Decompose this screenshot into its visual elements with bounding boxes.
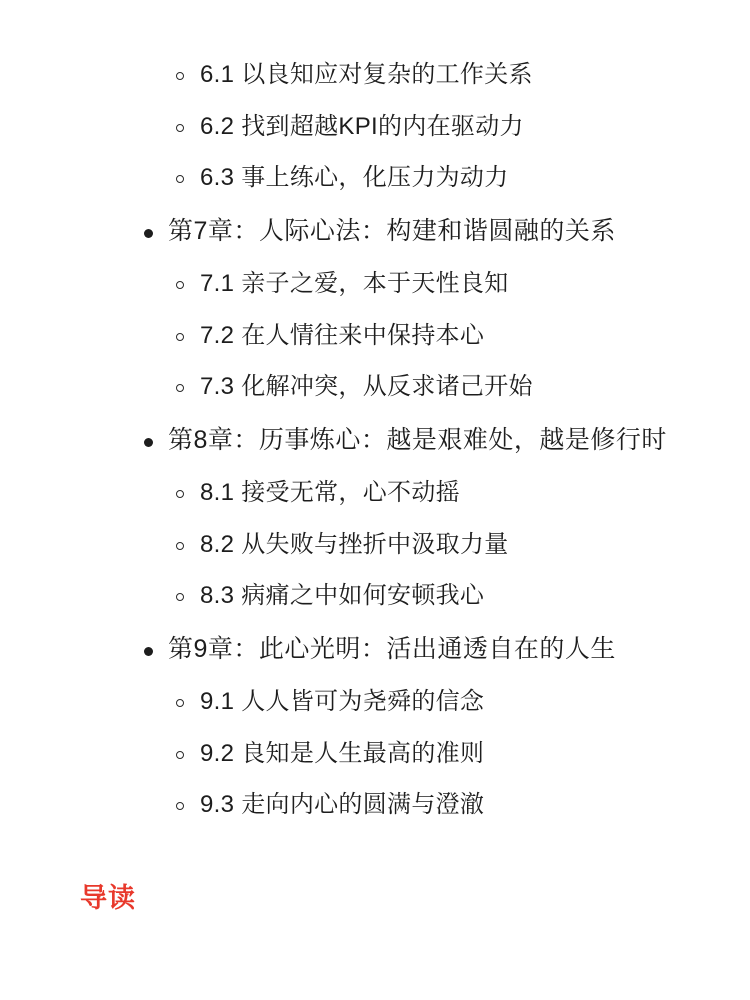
section-label: 7.3 化解冲突，从反求诸己开始 [200, 373, 533, 401]
list-item[interactable] [40, 110, 710, 144]
chapter-item[interactable] [40, 213, 710, 249]
section-list [40, 685, 710, 822]
disc-bullet-icon [144, 647, 153, 656]
toc-group [40, 422, 710, 613]
circle-bullet-icon [176, 124, 184, 132]
circle-bullet-icon [176, 593, 184, 601]
disc-bullet-icon [144, 438, 153, 447]
list-item[interactable] [40, 267, 710, 301]
chapter-item[interactable] [40, 422, 710, 458]
section-label: 7.2 在人情往来中保持本心 [200, 321, 485, 349]
chapter-item[interactable] [40, 631, 710, 667]
section-list [40, 476, 710, 613]
section-label: 7.1 亲子之爱，本于天性良知 [200, 270, 509, 298]
section-label: 6.2 找到超越KPI的内在驱动力 [200, 112, 524, 140]
circle-bullet-icon [176, 490, 184, 498]
section-label: 8.1 接受无常，心不动摇 [200, 479, 460, 507]
section-label: 8.2 从失败与挫折中汲取力量 [200, 530, 509, 558]
circle-bullet-icon [176, 802, 184, 810]
section-list [40, 58, 710, 195]
list-item[interactable] [40, 685, 710, 719]
list-item[interactable] [40, 788, 710, 822]
section-heading: 导读 [80, 882, 136, 913]
section-label: 8.3 病痛之中如何安顿我心 [200, 582, 485, 610]
circle-bullet-icon [176, 72, 184, 80]
table-of-contents [40, 58, 710, 822]
circle-bullet-icon [176, 751, 184, 759]
circle-bullet-icon [176, 281, 184, 289]
list-item[interactable] [40, 58, 710, 92]
list-item[interactable] [40, 528, 710, 562]
list-item[interactable] [40, 579, 710, 613]
section-list [40, 267, 710, 404]
section-label: 6.3 事上练心，化压力为动力 [200, 164, 509, 192]
toc-group [40, 631, 710, 822]
list-item[interactable] [40, 476, 710, 510]
circle-bullet-icon [176, 333, 184, 341]
circle-bullet-icon [176, 175, 184, 183]
section-label: 9.2 良知是人生最高的准则 [200, 739, 485, 767]
chapter-label: 第7章：人际心法：构建和谐圆融的关系 [168, 216, 616, 245]
section-label: 6.1 以良知应对复杂的工作关系 [200, 61, 533, 88]
circle-bullet-icon [176, 384, 184, 392]
disc-bullet-icon [144, 229, 153, 238]
list-item[interactable] [40, 737, 710, 771]
section-label: 9.3 走向内心的圆满与澄澈 [200, 791, 485, 819]
circle-bullet-icon [176, 542, 184, 550]
chapter-label: 第9章：此心光明：活出通透自在的人生 [168, 634, 616, 663]
toc-group [40, 58, 710, 195]
toc-group [40, 213, 710, 404]
chapter-label: 第8章：历事炼心：越是艰难处，越是修行时 [168, 425, 667, 454]
list-item[interactable] [40, 161, 710, 195]
list-item[interactable] [40, 370, 710, 404]
list-item[interactable] [40, 319, 710, 353]
circle-bullet-icon [176, 699, 184, 707]
section-label: 9.1 人人皆可为尧舜的信念 [200, 688, 485, 716]
